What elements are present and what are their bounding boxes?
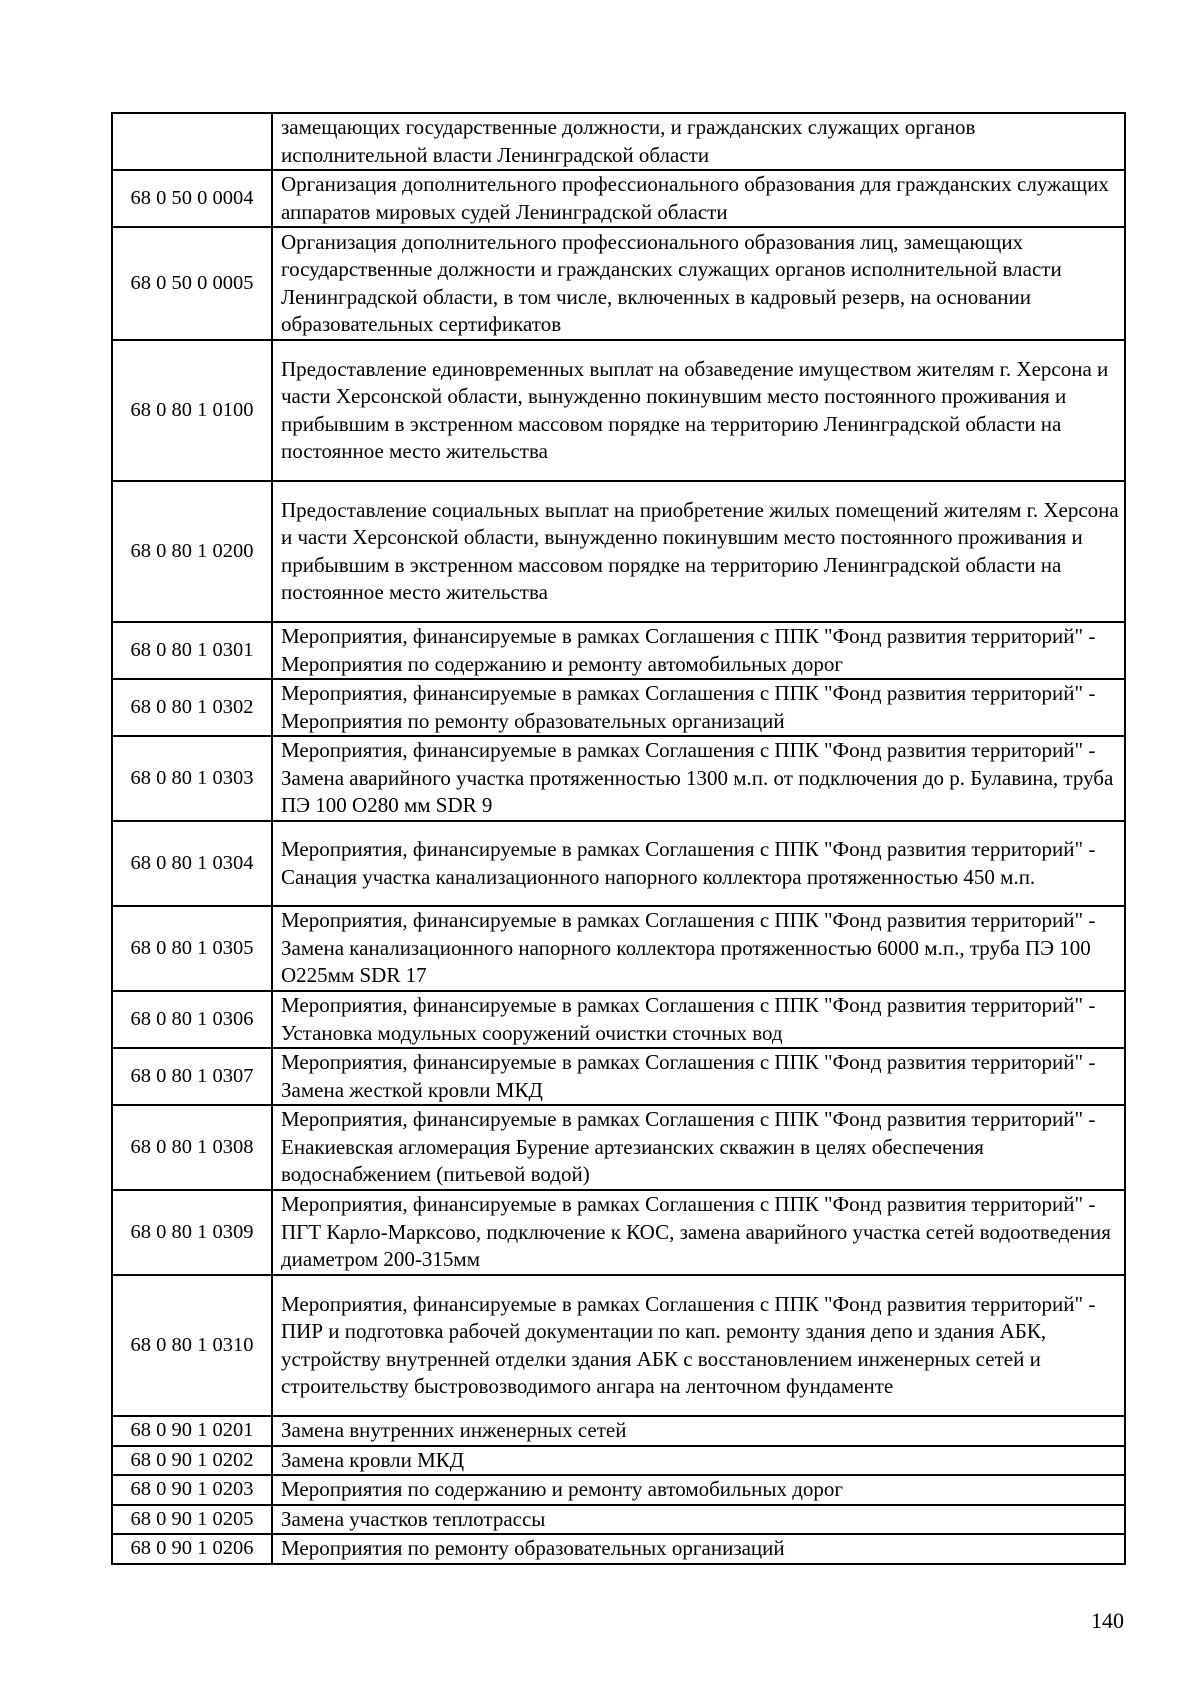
table-row [112, 170, 1125, 227]
row-code: 68 0 50 0 0005 [112, 227, 272, 340]
row-description: Мероприятия, финансируемые в рамках Соглашения с ППК "Фонд развития территорий" - Мероприятия по ремонту образовательных организаций [272, 679, 1125, 736]
table-row [112, 340, 1125, 481]
row-description: Предоставление социальных выплат на приобретение жилых помещений жителям г. Херсона и части Херсонской области, вынужденно покинувшим место постоянного проживания и прибывшим в экстренном массовом порядке на территорию Ленинградской области на постоянное место жительства [272, 481, 1125, 622]
row-description: замещающих государственные должности, и гражданских служащих органов исполнительной власти Ленинградской области [272, 113, 1125, 170]
row-code: 68 0 80 1 0308 [112, 1105, 272, 1190]
row-code: 68 0 50 0 0004 [112, 170, 272, 227]
table-row [112, 1275, 1125, 1416]
row-description: Мероприятия, финансируемые в рамках Соглашения с ППК "Фонд развития территорий" - Замена аварийного участка протяженностью 1300 м.п. от подключения до р. Булавина, труба ПЭ 100 О280 мм SDR 9 [272, 736, 1125, 821]
row-code: 68 0 80 1 0200 [112, 481, 272, 622]
table-row [112, 1446, 1125, 1476]
table-row [112, 1105, 1125, 1190]
row-description: Мероприятия по содержанию и ремонту автомобильных дорог [272, 1475, 1125, 1505]
table-row [112, 1190, 1125, 1275]
row-description: Организация дополнительного профессионального образования для гражданских служащих аппаратов мировых судей Ленинградской области [272, 170, 1125, 227]
row-description: Мероприятия, финансируемые в рамках Соглашения с ППК "Фонд развития территорий" - Замена канализационного напорного коллектора протяженностью 6000 м.п., труба ПЭ 100 О225мм SDR 17 [272, 906, 1125, 991]
table-row [112, 113, 1125, 170]
row-description: Замена участков теплотрассы [272, 1505, 1125, 1535]
row-description: Предоставление единовременных выплат на обзаведение имуществом жителям г. Херсона и части Херсонской области, вынужденно покинувшим место постоянного проживания и прибывшим в экстренном массовом порядке на территорию Ленинградской области на постоянное место жительства [272, 340, 1125, 481]
table-row [112, 991, 1125, 1048]
table-row [112, 1505, 1125, 1535]
row-code [112, 113, 272, 170]
row-description: Мероприятия, финансируемые в рамках Соглашения с ППК "Фонд развития территорий" - Установка модульных сооружений очистки сточных вод [272, 991, 1125, 1048]
row-description: Мероприятия, финансируемые в рамках Соглашения с ППК "Фонд развития территорий" - ПГТ Карло-Марксово, подключение к КОС, замена аварийного участка сетей водоотведения диаметром 200-315мм [272, 1190, 1125, 1275]
table-row [112, 736, 1125, 821]
table-row [112, 1416, 1125, 1446]
row-code: 68 0 80 1 0307 [112, 1048, 272, 1105]
row-code: 68 0 90 1 0206 [112, 1534, 272, 1564]
row-code: 68 0 80 1 0301 [112, 622, 272, 679]
row-code: 68 0 90 1 0202 [112, 1446, 272, 1476]
row-code: 68 0 90 1 0205 [112, 1505, 272, 1535]
row-code: 68 0 90 1 0203 [112, 1475, 272, 1505]
table-row [112, 1475, 1125, 1505]
row-code: 68 0 80 1 0304 [112, 821, 272, 906]
row-code: 68 0 80 1 0309 [112, 1190, 272, 1275]
table-row [112, 1534, 1125, 1564]
row-description: Мероприятия, финансируемые в рамках Соглашения с ППК "Фонд развития территорий" - Замена жесткой кровли МКД [272, 1048, 1125, 1105]
row-description: Мероприятия, финансируемые в рамках Соглашения с ППК "Фонд развития территорий" - Енакиевская агломерация Бурение артезианских скважин в целях обеспечения водоснабжением (питьевой водой) [272, 1105, 1125, 1190]
table-row [112, 1048, 1125, 1105]
row-description: Мероприятия, финансируемые в рамках Соглашения с ППК "Фонд развития территорий" - ПИР и подготовка рабочей документации по кап. ремонту здания депо и здания АБК, устройству внутренней отделки здания АБК с восстановлением инженерных сетей и строительству быстровозводимого ангара на ленточном фундаменте [272, 1275, 1125, 1416]
row-description: Мероприятия, финансируемые в рамках Соглашения с ППК "Фонд развития территорий" - Мероприятия по содержанию и ремонту автомобильных дорог [272, 622, 1125, 679]
table-row [112, 906, 1125, 991]
row-description: Мероприятия по ремонту образовательных организаций [272, 1534, 1125, 1564]
row-code: 68 0 80 1 0306 [112, 991, 272, 1048]
row-code: 68 0 90 1 0201 [112, 1416, 272, 1446]
row-code: 68 0 80 1 0310 [112, 1275, 272, 1416]
row-code: 68 0 80 1 0303 [112, 736, 272, 821]
page-number: 140 [1091, 1608, 1124, 1633]
table-row [112, 622, 1125, 679]
table-row [112, 679, 1125, 736]
row-description: Организация дополнительного профессионального образования лиц, замещающих государственные должности и гражданских служащих органов исполнительной власти Ленинградской области, в том числе, включенных в кадровый резерв, на основании образовательных сертификатов [272, 227, 1125, 340]
table-row [112, 481, 1125, 622]
row-description: Замена внутренних инженерных сетей [272, 1416, 1125, 1446]
row-code: 68 0 80 1 0100 [112, 340, 272, 481]
row-code: 68 0 80 1 0302 [112, 679, 272, 736]
row-code: 68 0 80 1 0305 [112, 906, 272, 991]
table-row [112, 227, 1125, 340]
table-row [112, 821, 1125, 906]
codes-table [111, 112, 1126, 1565]
row-description: Замена кровли МКД [272, 1446, 1125, 1476]
row-description: Мероприятия, финансируемые в рамках Соглашения с ППК "Фонд развития территорий" - Санация участка канализационного напорного коллектора протяженностью 450 м.п. [272, 821, 1125, 906]
